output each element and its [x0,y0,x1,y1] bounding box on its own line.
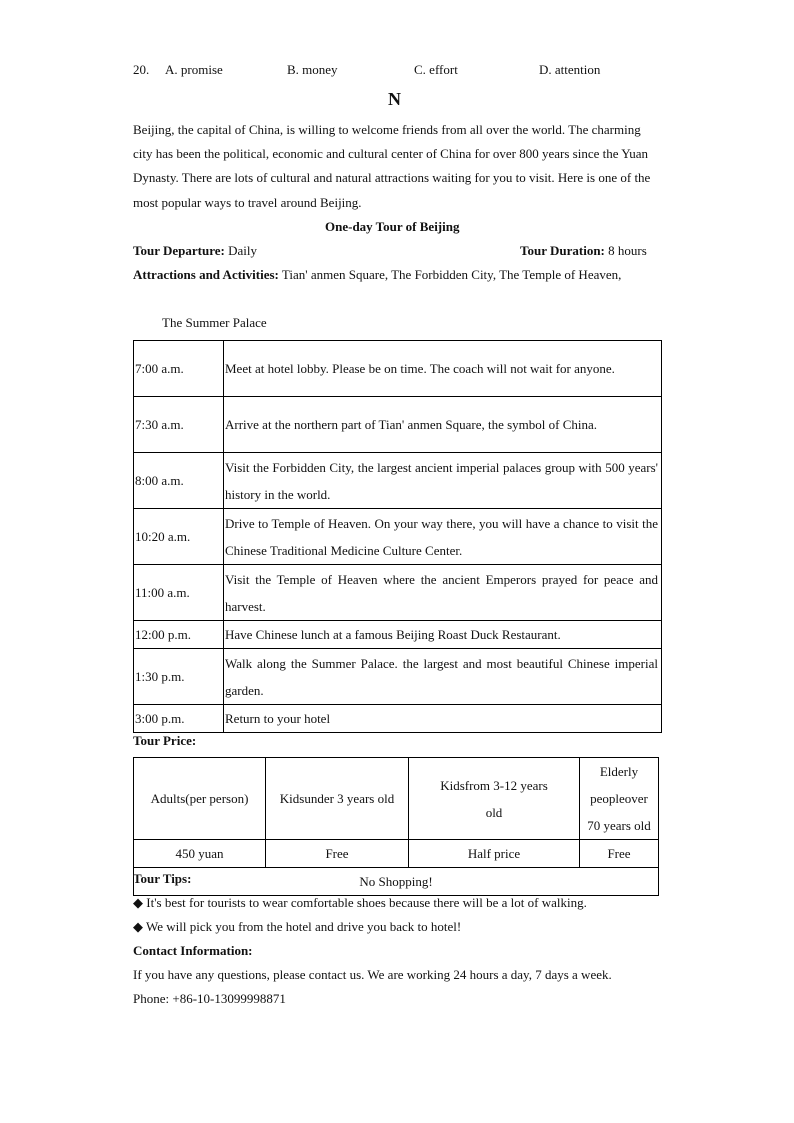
price-table [133,757,659,896]
price-header-row [134,758,659,840]
schedule-time: 11:00 a.m. [134,565,224,621]
schedule-time: 3:00 p.m. [134,705,224,733]
schedule-activity: Drive to Temple of Heaven. On your way there, you will have a chance to visit the Chinese Traditional Medicine Culture Center. [224,509,662,565]
option-c: C. effort [414,62,458,77]
contact-label: Contact Information: [133,943,253,958]
schedule-row [134,621,662,649]
question-number: 20. [133,62,150,77]
duration-value: 8 hours [608,243,647,258]
price-elderly: Free [580,840,659,868]
attractions-label: Attractions and Activities: [133,267,279,282]
departure-value: Daily [228,243,257,258]
no-shopping-note: No Shopping! [134,868,659,896]
schedule-row [134,705,662,733]
tour-title: One-day Tour of Beijing [325,219,460,234]
schedule-time: 1:30 p.m. [134,649,224,705]
option-a: A. promise [165,62,223,77]
schedule-activity: Walk along the Summer Palace. the largest and most beautiful Chinese imperial garden. [224,649,662,705]
tip-text: It's best for tourists to wear comfortable shoes because there will be a lot of walking. [146,895,587,910]
schedule-row [134,341,662,397]
duration-label: Tour Duration: [520,243,605,258]
schedule-row [134,397,662,453]
schedule-time: 7:00 a.m. [134,341,224,397]
price-header-kids-3-12: Kidsfrom 3-12 years old [409,758,580,840]
price-kids-under-3: Free [266,840,409,868]
price-footer-row [134,868,659,896]
diamond-bullet-icon: ◆ [133,919,143,934]
tour-departure [133,243,257,259]
schedule-time: 8:00 a.m. [134,453,224,509]
schedule-activity: Visit the Temple of Heaven where the ancient Emperors prayed for peace and harvest. [224,565,662,621]
tips-label: Tour Tips: [133,871,192,886]
price-header-adults: Adults(per person) [134,758,266,840]
schedule-activity: Return to your hotel [224,705,662,733]
schedule-time: 12:00 p.m. [134,621,224,649]
attractions [133,263,623,287]
option-d: D. attention [539,62,601,77]
departure-label: Tour Departure: [133,243,225,258]
price-header-kids-under-3: Kidsunder 3 years old [266,758,409,840]
schedule-body [134,341,662,733]
schedule-table [133,340,662,733]
price-adults: 450 yuan [134,840,266,868]
schedule-activity: Arrive at the northern part of Tian' anmen Square, the symbol of China. [224,397,662,453]
schedule-row [134,649,662,705]
contact-phone: Phone: +86-10-13099998871 [133,991,286,1006]
price-header-elderly: Elderly peopleover 70 years old [580,758,659,840]
schedule-row [134,509,662,565]
schedule-activity: Meet at hotel lobby. Please be on time. The coach will not wait for anyone. [224,341,662,397]
attractions-value: Tian' anmen Square, The Forbidden City, The Temple of Heaven, [281,267,622,282]
price-label: Tour Price: [133,733,197,748]
option-b: B. money [287,62,338,77]
tip-text: We will pick you from the hotel and drive you back to hotel! [146,919,462,934]
diamond-bullet-icon: ◆ [133,895,143,910]
schedule-row [134,453,662,509]
schedule-activity: Have Chinese lunch at a famous Beijing Roast Duck Restaurant. [224,621,662,649]
contact-text: If you have any questions, please contact us. We are working 24 hours a day, 7 days a week. [133,967,612,982]
intro-paragraph: Beijing, the capital of China, is willing to welcome friends from all over the world. The charming city has been the political, economic and cultural center of China for over 800 years since the Yuan Dynasty. There are lots of cultural and natural attractions waiting for you to visit. Here is one of the most popular ways to travel around Beijing. [133,122,651,210]
tip-item [133,895,587,911]
schedule-time: 7:30 a.m. [134,397,224,453]
price-value-row [134,840,659,868]
section-letter: N [388,89,401,109]
schedule-row [134,565,662,621]
attractions-continuation: The Summer Palace [162,315,267,330]
tour-duration [520,243,647,259]
schedule-activity: Visit the Forbidden City, the largest ancient imperial palaces group with 500 years' history in the world. [224,453,662,509]
schedule-time: 10:20 a.m. [134,509,224,565]
price-kids-3-12: Half price [409,840,580,868]
tip-item [133,919,461,935]
